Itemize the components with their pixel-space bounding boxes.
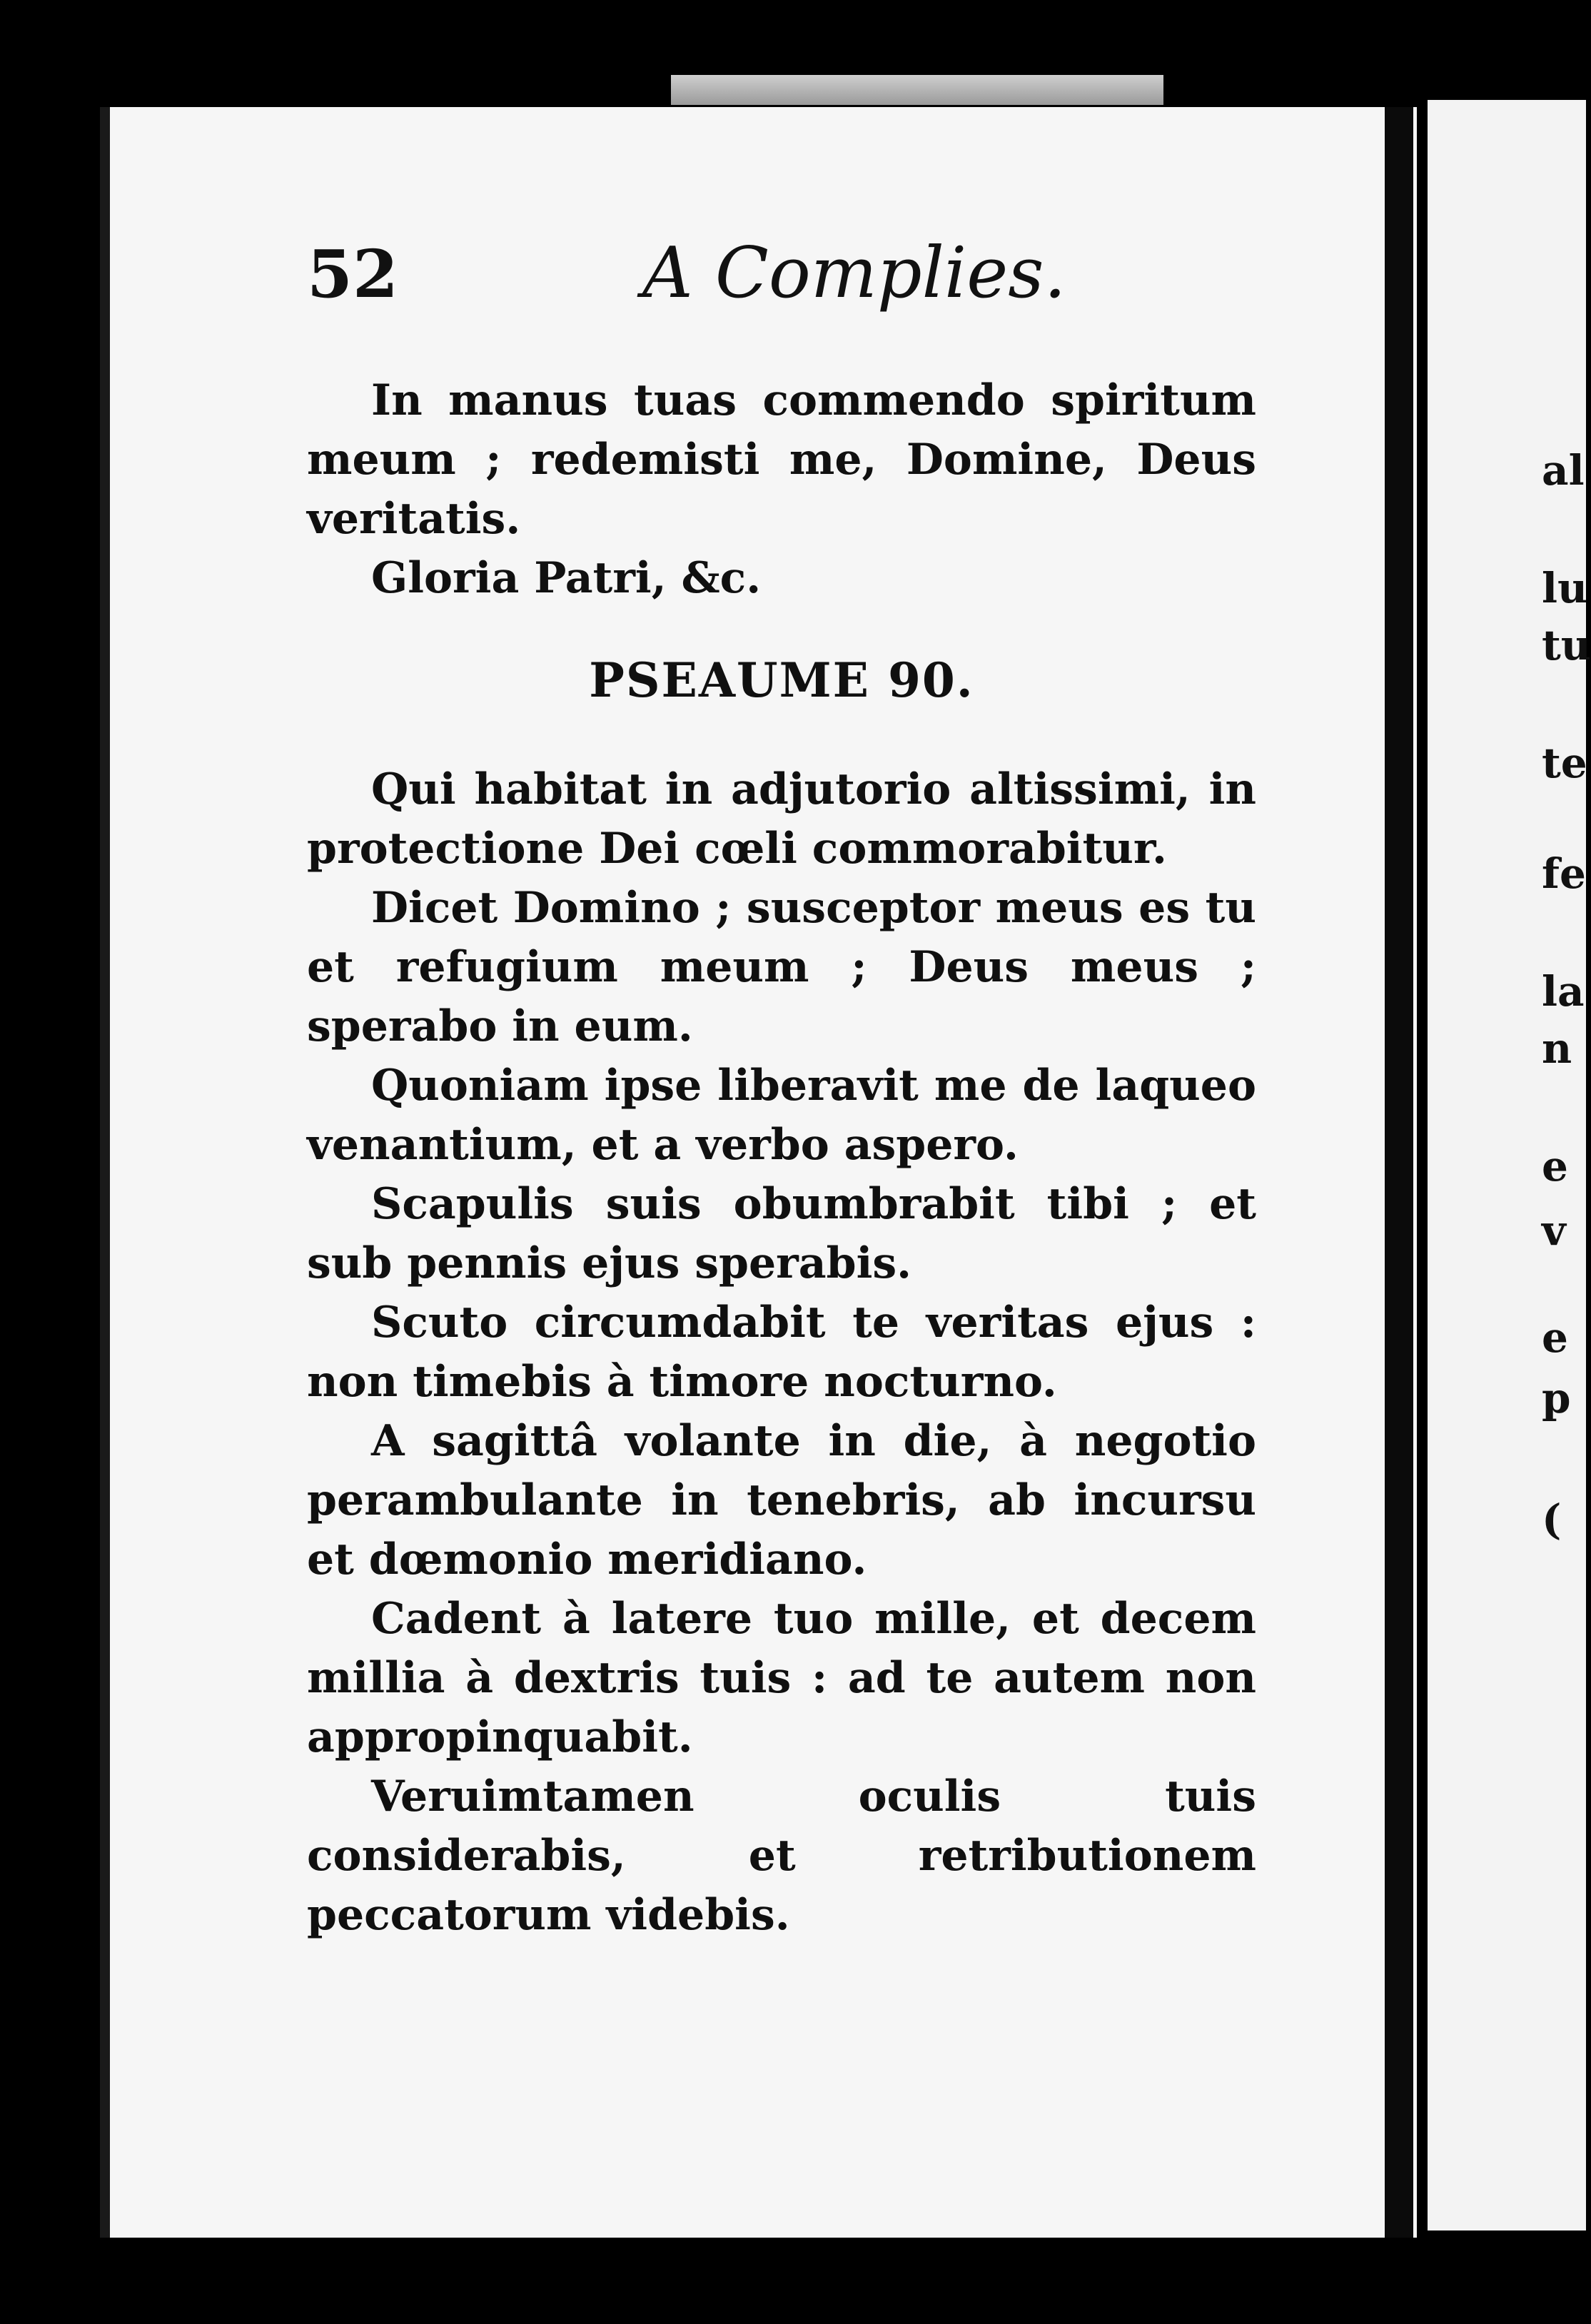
right-page-fragment: e [1542,1142,1568,1191]
paragraph: In manus tuas commendo spiritum meum ; redemisti me, Domine, Deus veritatis. [307,375,1256,544]
right-page-fragment: fe [1542,849,1586,898]
running-header [307,228,1306,321]
right-page-fragment: p [1542,1374,1571,1423]
paragraph: Scapulis suis obumbrabit tibi ; et sub pennis ejus sperabis. [307,1179,1256,1288]
top-page-edge [671,75,1163,105]
page-text [307,371,1256,1945]
paragraph: Gloria Patri, &c. [371,553,762,603]
book-gutter [1385,107,1413,2238]
right-page-fragment: la [1542,967,1585,1016]
paragraph: A sagittâ volante in die, à negotio perambulante in tenebris, ab incursu et dœmonio meridiano. [307,1416,1256,1585]
right-page-fragment: e [1542,1313,1568,1362]
right-page-fragment: te [1542,739,1587,787]
right-page-fragment: ( [1542,1495,1562,1544]
right-page-fragment: v [1542,1206,1566,1255]
section-heading: PSEAUME 90. [589,652,974,708]
right-page-fragment: lu [1542,564,1588,612]
page-number: 52 [307,236,399,313]
right-page-fragment: tu [1542,621,1591,670]
paragraph: Cadent à latere tuo mille, et decem millia à dextris tuis : ad te autem non appropinquabit. [307,1594,1256,1762]
running-title: A Complies. [642,233,1066,314]
right-page-fragment: al [1542,446,1585,495]
paragraph: Veruimtamen oculis tuis considerabis, et retributionem peccatorum videbis. [307,1772,1256,1940]
paragraph: Dicet Domino ; susceptor meus es tu et refugium meum ; Deus meus ; sperabo in eum. [307,883,1256,1051]
paragraph: Scuto circumdabit te veritas ejus : non timebis à timore nocturno. [307,1298,1256,1407]
paragraph: Qui habitat in adjutorio altissimi, in protectione Dei cœli commorabitur. [307,764,1256,874]
right-page-fragment: n [1542,1024,1572,1073]
paragraph: Quoniam ipse liberavit me de laqueo venantium, et a verbo aspero. [307,1061,1256,1170]
